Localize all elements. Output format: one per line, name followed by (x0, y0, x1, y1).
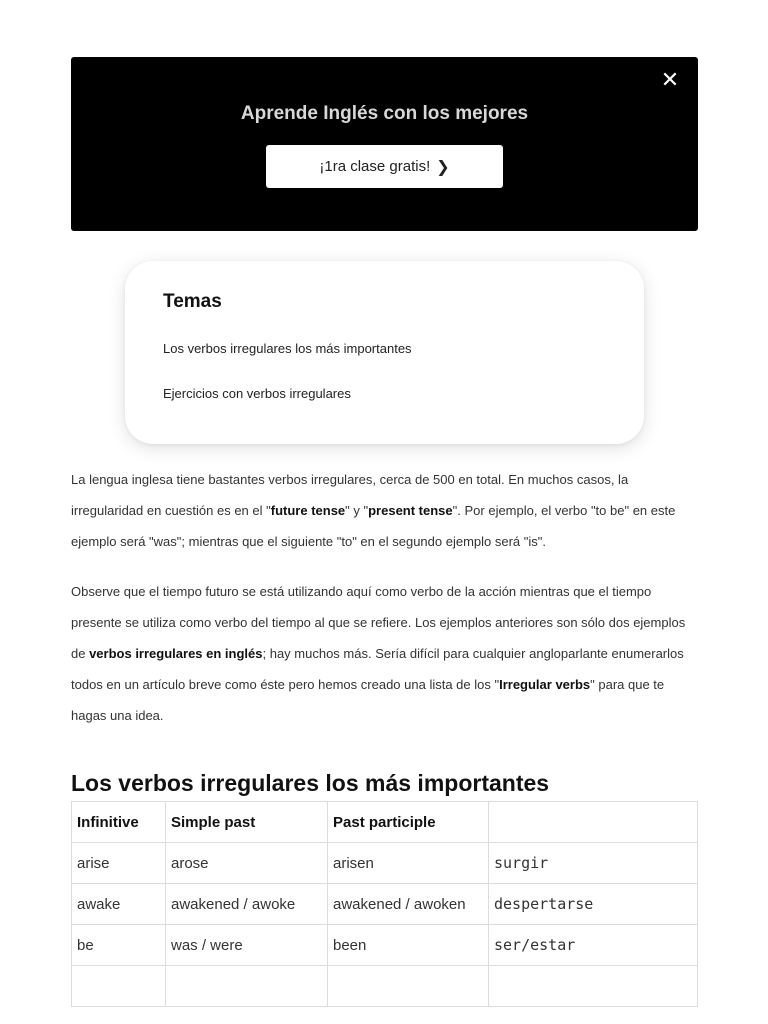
close-icon[interactable]: ✕ (660, 68, 680, 93)
table-header-row (72, 802, 698, 843)
header-simple-past: Simple past (166, 802, 328, 843)
bold-irregular-verbs-english: Irregular verbs (499, 677, 591, 692)
table-row (72, 925, 698, 966)
free-class-button-label: ¡1ra clase gratis! (319, 158, 431, 175)
irregular-verbs-table (71, 801, 698, 1007)
bold-future-tense: future tense (270, 503, 346, 518)
cell-infinitive: be (72, 925, 166, 966)
chevron-right-icon: ❯ (436, 158, 450, 176)
cell-infinitive: arise (72, 843, 166, 884)
toc-link-irregular-verbs[interactable]: Los verbos irregulares los más importantes (163, 341, 412, 356)
cell-translation: ser/estar (489, 925, 698, 966)
header-translation (489, 802, 698, 843)
section-title: Los verbos irregulares los más importantes (71, 770, 550, 796)
table-row (72, 884, 698, 925)
free-class-button[interactable] (266, 145, 503, 188)
cell-past-participle: arisen (328, 843, 489, 884)
bold-present-tense: present tense (368, 503, 453, 518)
promo-title: Aprende Inglés con los mejores (240, 103, 529, 124)
cell-simple-past: arose (166, 843, 328, 884)
toc-link-exercises[interactable]: Ejercicios con verbos irregulares (163, 386, 351, 401)
table-row (72, 966, 698, 1007)
cell-past-participle (328, 966, 489, 1007)
intro-paragraph-2: Observe que el tiempo futuro se está utilizando aquí como verbo de la acción mientras que el tiempo presente se utiliza como verbo del tiempo al que se refiere. Los ejemplos anteriores son sólo dos ejemplos de verbos irregulares en inglés; hay muchos más. Sería difícil para cualquier angloparlante enumerarlos todos en un artículo breve como éste pero hemos creado una lista de los "Irregular verbs" para que te hagas una idea. (71, 584, 686, 723)
cell-simple-past: awakened / awoke (166, 884, 328, 925)
table-of-contents (125, 261, 644, 444)
cell-infinitive: awake (72, 884, 166, 925)
header-past-participle: Past participle (328, 802, 489, 843)
toc-title: Temas (163, 291, 222, 312)
cell-simple-past (166, 966, 328, 1007)
intro-paragraph-1: La lengua inglesa tiene bastantes verbos irregulares, cerca de 500 en total. En muchos casos, la irregularidad en cuestión es en el "future tense" y "present tense". Por ejemplo, el verbo "to be" en este ejemplo será "was"; mientras que el siguiente "to" en el segundo ejemplo será "is". (71, 472, 676, 549)
cell-past-participle: awakened / awoken (328, 884, 489, 925)
cell-translation (489, 966, 698, 1007)
bold-irregular-verbs-spanish: verbos irregulares en inglés (89, 646, 263, 661)
cell-translation: surgir (489, 843, 698, 884)
cell-past-participle: been (328, 925, 489, 966)
cell-translation: despertarse (489, 884, 698, 925)
cell-simple-past: was / were (166, 925, 328, 966)
header-infinitive: Infinitive (72, 802, 166, 843)
cell-infinitive (72, 966, 166, 1007)
table-row (72, 843, 698, 884)
promo-banner (71, 57, 698, 231)
